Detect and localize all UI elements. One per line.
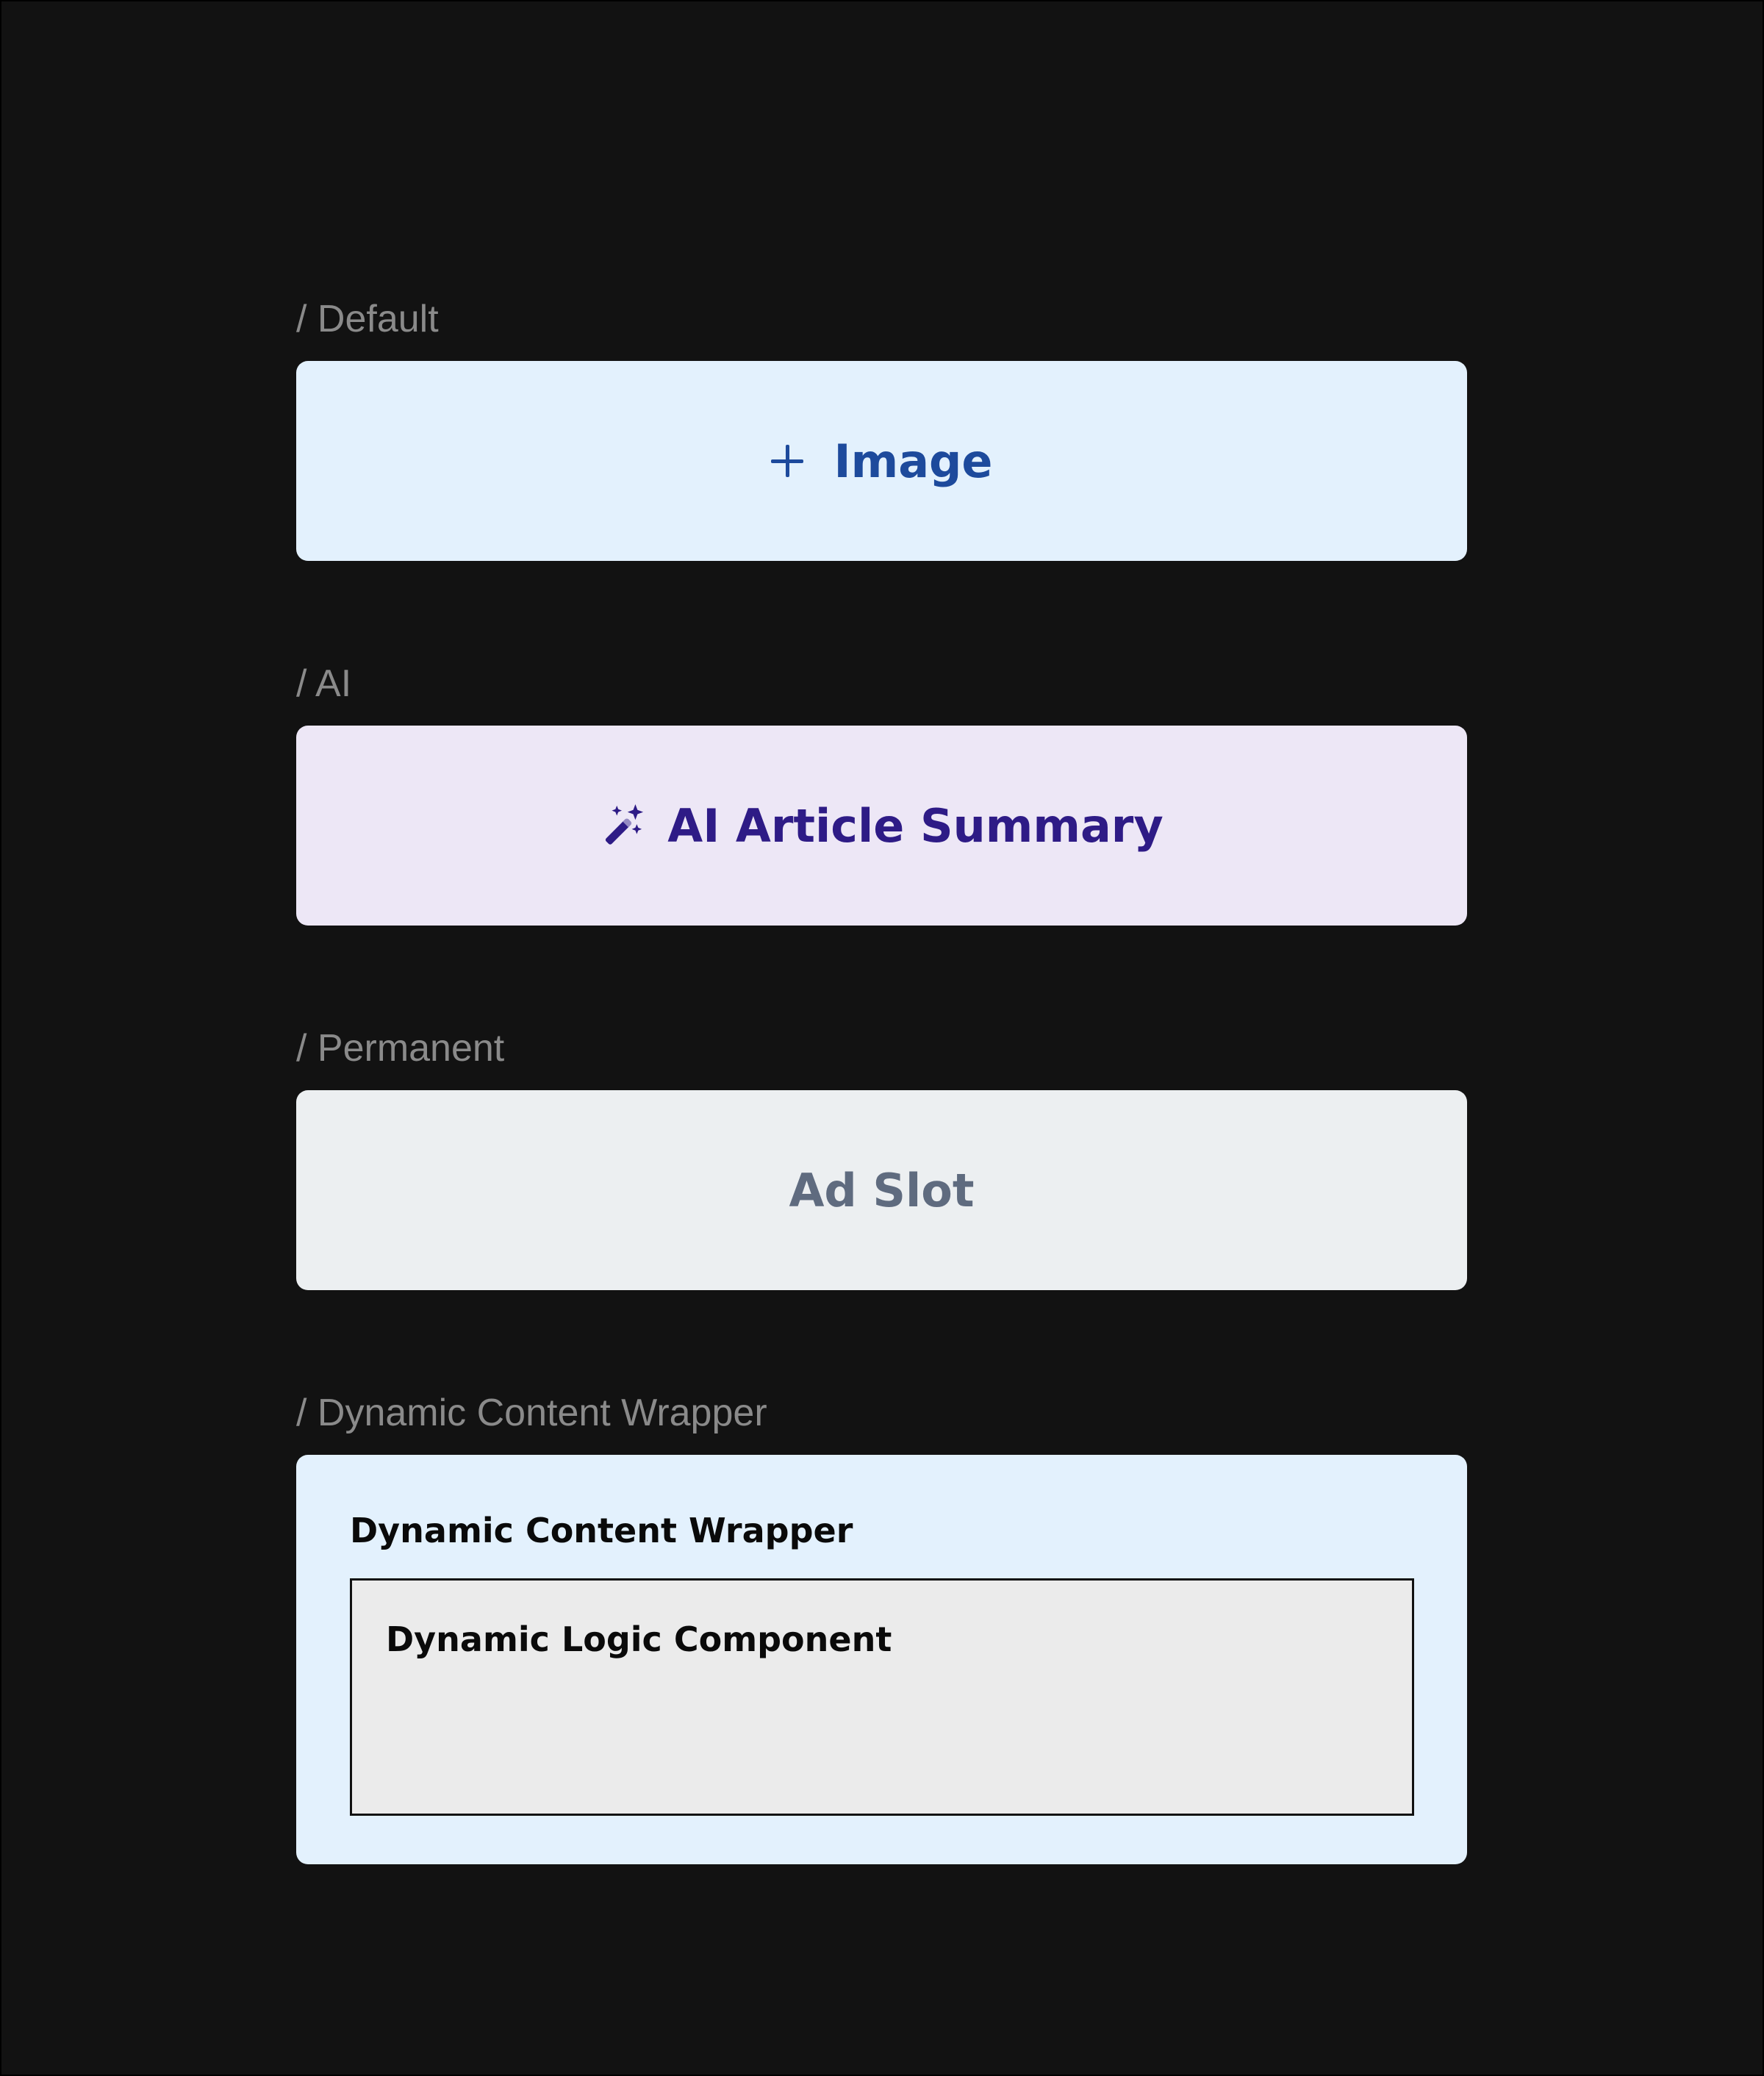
plus-icon <box>771 445 803 477</box>
dynamic-logic-component-title: Dynamic Logic Component <box>386 1619 892 1659</box>
dynamic-content-wrapper[interactable] <box>296 1455 1467 1864</box>
dynamic-logic-component[interactable] <box>350 1578 1414 1816</box>
section-label-permanent: / Permanent <box>296 1027 505 1070</box>
ai-article-summary-button[interactable] <box>296 726 1467 926</box>
dynamic-content-wrapper-title: Dynamic Content Wrapper <box>350 1511 853 1550</box>
magic-wand-icon <box>600 803 645 848</box>
add-image-button[interactable] <box>296 361 1467 561</box>
ai-article-summary-label: AI Article Summary <box>667 798 1164 853</box>
ad-slot[interactable] <box>296 1090 1467 1290</box>
ad-slot-label: Ad Slot <box>789 1163 975 1217</box>
section-label-ai: / AI <box>296 662 352 705</box>
section-label-default: / Default <box>296 298 439 340</box>
add-image-label: Image <box>833 434 993 488</box>
section-label-dynamic-content-wrapper: / Dynamic Content Wrapper <box>296 1392 767 1434</box>
